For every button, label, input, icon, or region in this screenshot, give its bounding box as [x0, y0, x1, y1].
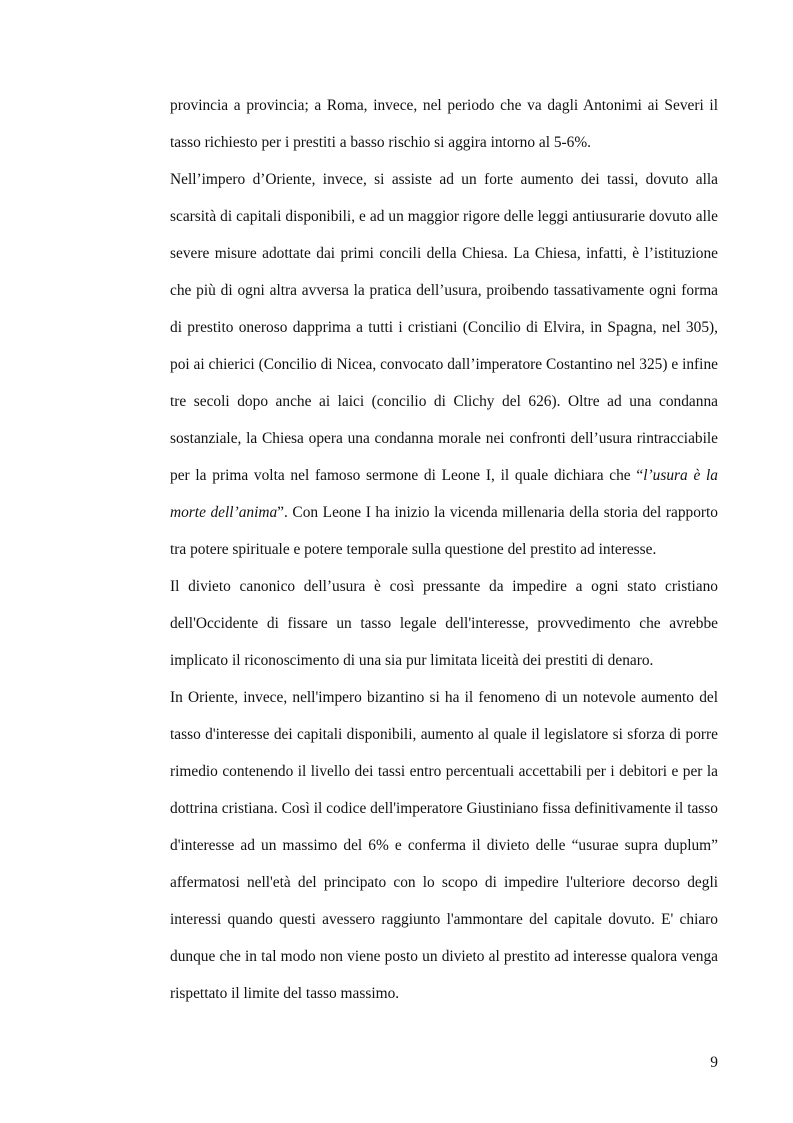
page-number: 9: [710, 1054, 718, 1071]
paragraph-4: In Oriente, invece, nell'impero bizantino si ha il fenomeno di un notevole aumento del tasso d'interesse dei capitali disponibili, aumento al quale il legislatore si sforza di porre rimedio contenendo il livello dei tassi entro percentuali accettabili per i debitori e per la dottrina cristiana. Così il codice dell'imperatore Giustiniano fissa definitivamente il tasso d'interesse ad un massimo del 6% e conferma il divieto delle “usurae supra duplum” affermatosi nell'età del principato con lo scopo di impedire l'ulteriore decorso degli interessi quando questi avessero raggiunto l'ammontare del capitale dovuto. E' chiaro dunque che in tal modo non viene posto un divieto al prestito ad interesse qualora venga rispettato il limite del tasso massimo.: [170, 689, 718, 1002]
paragraph-2-italic-quote: l’usura è la morte dell’anima: [170, 467, 719, 521]
paragraph-2-text-after: ”. Con Leone I ha inizio la vicenda millenaria della storia del rapporto tra potere spirituale e potere temporale sulla questione del prestito ad interesse.: [170, 504, 718, 558]
paragraph-2-text-before: Nell’impero d’Oriente, invece, si assiste ad un forte aumento dei tassi, dovuto alla scarsità di capitali disponibili, e ad un maggior rigore delle leggi antiusurarie dovuto alle severe misure adottate dai primi concili della Chiesa. La Chiesa, infatti, è l’istituzione che più di ogni altra avversa la pratica dell’usura, proibendo tassativamente ogni forma di prestito oneroso dapprima a tutti i cristiani (Concilio di Elvira, in Spagna, nel 305), poi ai chierici (Concilio di Nicea, convocato dall’imperatore Costantino nel 325) e infine tre secoli dopo anche ai laici (concilio di Clichy del 626). Oltre ad una condanna sostanziale, la Chiesa opera una condanna morale nei confronti dell’usura rintracciabile per la prima volta nel famoso sermone di Leone I, il quale dichiara che “: [170, 171, 718, 484]
paragraph-3: Il divieto canonico dell’usura è così pressante da impedire a ogni stato cristiano dell'Occidente di fissare un tasso legale dell'interesse, provvedimento che avrebbe implicato il riconoscimento di una sia pur limitata liceità dei prestiti di denaro.: [170, 578, 718, 669]
paragraph-2: [170, 161, 718, 568]
paragraph-1: provincia a provincia; a Roma, invece, nel periodo che va dagli Antonimi ai Severi il tasso richiesto per i prestiti a basso rischio si aggira intorno al 5-6%.: [170, 97, 718, 151]
body-text: [170, 87, 718, 1012]
